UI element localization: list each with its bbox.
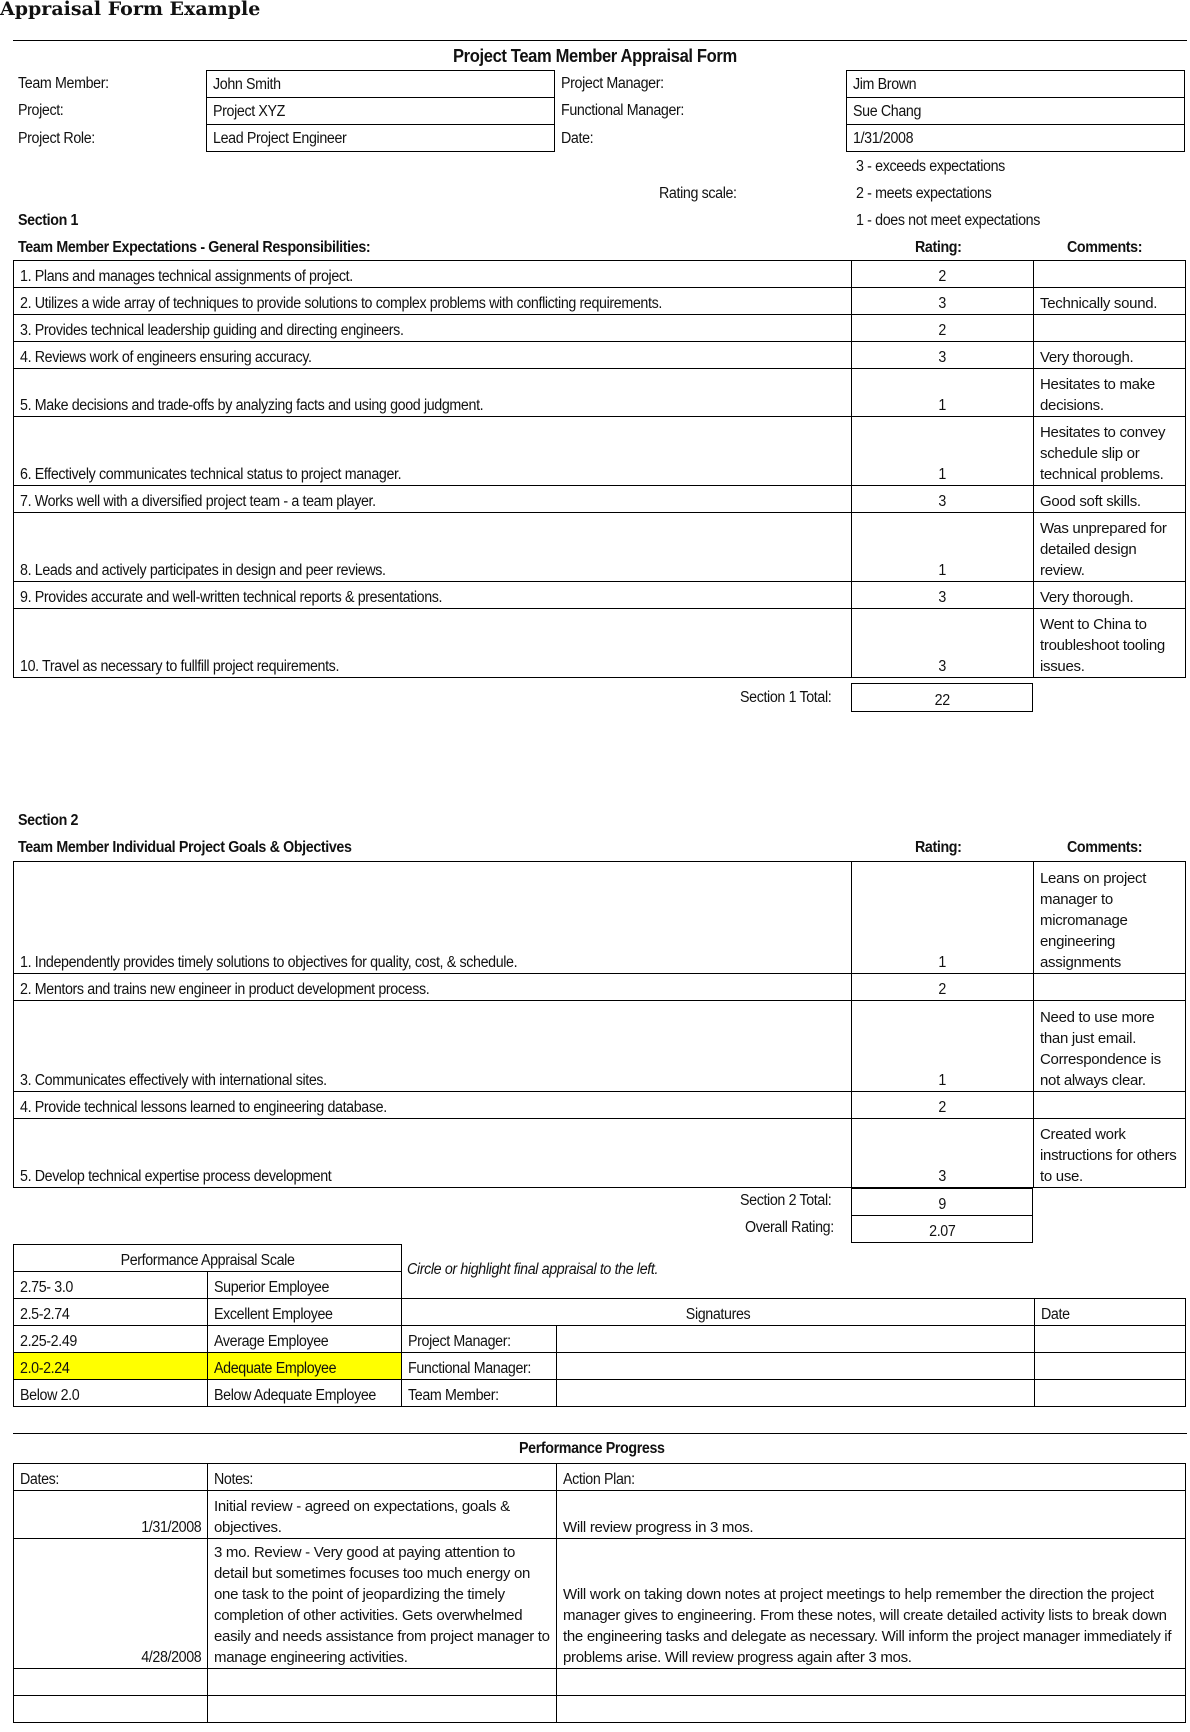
- appraisal-scale-row[interactable]: [14, 1272, 402, 1299]
- overall-rating-value: 2.07: [852, 1216, 1033, 1243]
- rating-cell[interactable]: 1: [852, 513, 1034, 582]
- rating-cell[interactable]: 3: [852, 288, 1034, 315]
- rating-scale-item: 1 - does not meet expectations: [856, 212, 1040, 229]
- signature-label: Functional Manager:: [402, 1353, 557, 1380]
- goal-item: 1. Independently provides timely solutions to objectives for quality, cost, & schedule.: [14, 862, 852, 974]
- scale-range: 2.25-2.49: [14, 1326, 208, 1353]
- comment-cell[interactable]: Was unprepared for detailed design review.: [1034, 513, 1186, 582]
- progress-action[interactable]: [557, 1669, 1186, 1696]
- appraisal-scale-row[interactable]: [14, 1353, 402, 1380]
- comment-cell[interactable]: Leans on project manager to micromanage engineering assignments: [1034, 862, 1186, 974]
- comment-cell[interactable]: Very thorough.: [1034, 342, 1186, 369]
- scale-label: Average Employee: [208, 1326, 402, 1353]
- expectation-item: 4. Reviews work of engineers ensuring accuracy.: [14, 342, 852, 369]
- section1-comments-header: Comments:: [1067, 239, 1143, 256]
- project-role-field[interactable]: Lead Project Engineer: [207, 125, 555, 152]
- left-fields-table: [206, 70, 555, 152]
- comment-cell[interactable]: [1034, 974, 1186, 1001]
- section1-table: [13, 260, 1186, 678]
- table-row: [14, 261, 1186, 288]
- expectation-item: 10. Travel as necessary to fullfill project requirements.: [14, 609, 852, 678]
- table-row: [14, 974, 1186, 1001]
- progress-date[interactable]: [14, 1669, 208, 1696]
- expectation-item: 8. Leads and actively participates in design and peer reviews.: [14, 513, 852, 582]
- scale-label: Superior Employee: [208, 1272, 402, 1299]
- appraisal-scale-row[interactable]: [14, 1326, 402, 1353]
- rating-cell[interactable]: 3: [852, 342, 1034, 369]
- section1-total-label: Section 1 Total:: [740, 689, 832, 706]
- progress-notes[interactable]: 3 mo. Review - Very good at paying attention to detail but sometimes focuses too much energy on one task to the point of jeopardizing the timely completion of other activities. Gets overwhelmed easily and needs assistance from project manager to manage engineering activities.: [208, 1539, 557, 1669]
- rating-cell[interactable]: 3: [852, 609, 1034, 678]
- rating-cell[interactable]: 1: [852, 369, 1034, 417]
- signatures-date-header: Date: [1035, 1299, 1186, 1326]
- field-label-project-manager: Project Manager:: [561, 75, 664, 92]
- field-label-team-member: Team Member:: [18, 75, 109, 92]
- signature-label: Team Member:: [402, 1380, 557, 1407]
- signature-date-field[interactable]: [1035, 1326, 1186, 1353]
- appraisal-scale-title: Performance Appraisal Scale: [14, 1245, 402, 1272]
- scale-label: Below Adequate Employee: [208, 1380, 402, 1407]
- rating-cell[interactable]: 3: [852, 486, 1034, 513]
- expectation-item: 1. Plans and manages technical assignments of project.: [14, 261, 852, 288]
- table-row: [14, 1669, 1186, 1696]
- goal-item: 3. Communicates effectively with international sites.: [14, 1001, 852, 1092]
- progress-action[interactable]: Will review progress in 3 mos.: [557, 1491, 1186, 1539]
- comment-cell[interactable]: Hesitates to convey schedule slip or technical problems.: [1034, 417, 1186, 486]
- comment-cell[interactable]: Hesitates to make decisions.: [1034, 369, 1186, 417]
- comment-cell[interactable]: Went to China to troubleshoot tooling issues.: [1034, 609, 1186, 678]
- table-row: [14, 315, 1186, 342]
- table-row: [14, 417, 1186, 486]
- goal-item: 4. Provide technical lessons learned to engineering database.: [14, 1092, 852, 1119]
- table-row: [14, 342, 1186, 369]
- table-row: [14, 1539, 1186, 1669]
- appraisal-scale-table: [13, 1244, 402, 1407]
- signatures-header: Signatures: [402, 1299, 1035, 1326]
- progress-header-dates: Dates:: [14, 1464, 208, 1491]
- scale-range: 2.0-2.24: [14, 1353, 208, 1380]
- divider: [13, 1433, 1187, 1434]
- rating-scale-item: 3 - exceeds expectations: [856, 158, 1005, 175]
- comment-cell[interactable]: [1034, 261, 1186, 288]
- progress-notes[interactable]: [208, 1669, 557, 1696]
- table-row: [14, 582, 1186, 609]
- field-label-project: Project:: [18, 102, 64, 119]
- comment-cell[interactable]: Need to use more than just email. Correspondence is not always clear.: [1034, 1001, 1186, 1092]
- signature-date-field[interactable]: [1035, 1380, 1186, 1407]
- field-label-project-role: Project Role:: [18, 130, 95, 147]
- expectation-item: 2. Utilizes a wide array of techniques to provide solutions to complex problems with conflicting requirements.: [14, 288, 852, 315]
- scale-label: Excellent Employee: [208, 1299, 402, 1326]
- signature-row: [402, 1380, 1186, 1407]
- section1-rating-header: Rating:: [915, 239, 962, 256]
- comment-cell[interactable]: Technically sound.: [1034, 288, 1186, 315]
- rating-cell[interactable]: 3: [852, 1119, 1034, 1188]
- appraisal-scale-row[interactable]: [14, 1380, 402, 1407]
- table-row: [14, 486, 1186, 513]
- table-row: [14, 862, 1186, 974]
- progress-date[interactable]: 1/31/2008: [14, 1491, 208, 1539]
- expectation-item: 9. Provides accurate and well-written technical reports & presentations.: [14, 582, 852, 609]
- table-row: [14, 369, 1186, 417]
- section2-total-value: 9: [852, 1189, 1033, 1216]
- comment-cell[interactable]: Good soft skills.: [1034, 486, 1186, 513]
- field-label-functional-manager: Functional Manager:: [561, 102, 685, 119]
- scale-range: 2.75- 3.0: [14, 1272, 208, 1299]
- rating-cell[interactable]: 1: [852, 417, 1034, 486]
- goal-item: 2. Mentors and trains new engineer in product development process.: [14, 974, 852, 1001]
- section1-total-value: 22: [852, 684, 1033, 712]
- comment-cell[interactable]: Very thorough.: [1034, 582, 1186, 609]
- rating-scale-item: 2 - meets expectations: [856, 185, 992, 202]
- team-member-field[interactable]: John Smith: [207, 71, 555, 98]
- table-row: [14, 288, 1186, 315]
- progress-notes[interactable]: [208, 1696, 557, 1723]
- table-row: [14, 1119, 1186, 1188]
- appraisal-note: Circle or highlight final appraisal to the left.: [407, 1261, 659, 1278]
- rating-cell[interactable]: 1: [852, 1001, 1034, 1092]
- field-label-date: Date:: [561, 130, 594, 147]
- section2-subtitle: Team Member Individual Project Goals & Objectives: [18, 839, 352, 856]
- overall-rating-label: Overall Rating:: [745, 1219, 834, 1236]
- expectation-item: 6. Effectively communicates technical status to project manager.: [14, 417, 852, 486]
- section2-rating-header: Rating:: [915, 839, 962, 856]
- rating-cell[interactable]: 2: [852, 1092, 1034, 1119]
- signature-label: Project Manager:: [402, 1326, 557, 1353]
- date-field[interactable]: 1/31/2008: [847, 125, 1185, 152]
- document-title: Appraisal Form Example: [0, 0, 261, 20]
- signature-field[interactable]: [557, 1353, 1035, 1380]
- section2-total-label: Section 2 Total:: [740, 1192, 832, 1209]
- signature-date-field[interactable]: [1035, 1353, 1186, 1380]
- table-row: [14, 1001, 1186, 1092]
- table-row: [14, 609, 1186, 678]
- project-field[interactable]: Project XYZ: [207, 98, 555, 125]
- progress-table: [13, 1463, 1186, 1723]
- expectation-item: 5. Make decisions and trade-offs by analyzing facts and using good judgment.: [14, 369, 852, 417]
- right-fields-table: [846, 70, 1185, 152]
- section2-title: Section 2: [18, 812, 79, 829]
- rating-cell[interactable]: 1: [852, 862, 1034, 974]
- section2-total-table: [851, 1188, 1033, 1243]
- signatures-table: [401, 1298, 1186, 1407]
- signature-field[interactable]: [557, 1380, 1035, 1407]
- rating-cell[interactable]: 3: [852, 582, 1034, 609]
- section1-subtitle: Team Member Expectations - General Responsibilities:: [18, 239, 371, 256]
- divider: [13, 40, 1187, 41]
- section1-total-table: [851, 683, 1033, 712]
- form-title: Project Team Member Appraisal Form: [453, 46, 737, 66]
- scale-range: 2.5-2.74: [14, 1299, 208, 1326]
- functional-manager-field[interactable]: Sue Chang: [847, 98, 1185, 125]
- progress-action[interactable]: Will work on taking down notes at project meetings to help remember the direction the project manager gives to engineering. From these notes, will create detailed activity lists to break down the engineering tasks and delegate as necessary. Will inform the project manager immediately if problems arise. Will review progress again after 3 mos.: [557, 1539, 1186, 1669]
- comment-cell[interactable]: [1034, 1092, 1186, 1119]
- table-row: [14, 513, 1186, 582]
- progress-title: Performance Progress: [519, 1440, 665, 1457]
- progress-header-action: Action Plan:: [557, 1464, 1186, 1491]
- progress-header-notes: Notes:: [208, 1464, 557, 1491]
- rating-cell[interactable]: 2: [852, 974, 1034, 1001]
- progress-action[interactable]: [557, 1696, 1186, 1723]
- signature-field[interactable]: [557, 1326, 1035, 1353]
- scale-label: Adequate Employee: [208, 1353, 402, 1380]
- signature-row: [402, 1326, 1186, 1353]
- table-row: [14, 1491, 1186, 1539]
- comment-cell[interactable]: [1034, 315, 1186, 342]
- scale-range: Below 2.0: [14, 1380, 208, 1407]
- rating-scale-label: Rating scale:: [659, 185, 737, 202]
- project-manager-field[interactable]: Jim Brown: [847, 71, 1185, 98]
- progress-date[interactable]: [14, 1696, 208, 1723]
- rating-cell[interactable]: 2: [852, 261, 1034, 288]
- section2-table: [13, 861, 1186, 1188]
- section2-comments-header: Comments:: [1067, 839, 1143, 856]
- table-row: [14, 1696, 1186, 1723]
- expectation-item: 3. Provides technical leadership guiding and directing engineers.: [14, 315, 852, 342]
- goal-item: 5. Develop technical expertise process development: [14, 1119, 852, 1188]
- signature-row: [402, 1353, 1186, 1380]
- comment-cell[interactable]: Created work instructions for others to use.: [1034, 1119, 1186, 1188]
- appraisal-scale-row[interactable]: [14, 1299, 402, 1326]
- progress-date[interactable]: 4/28/2008: [14, 1539, 208, 1669]
- rating-cell[interactable]: 2: [852, 315, 1034, 342]
- expectation-item: 7. Works well with a diversified project team - a team player.: [14, 486, 852, 513]
- table-row: [14, 1092, 1186, 1119]
- section1-title: Section 1: [18, 212, 79, 229]
- progress-notes[interactable]: Initial review - agreed on expectations, goals & objectives.: [208, 1491, 557, 1539]
